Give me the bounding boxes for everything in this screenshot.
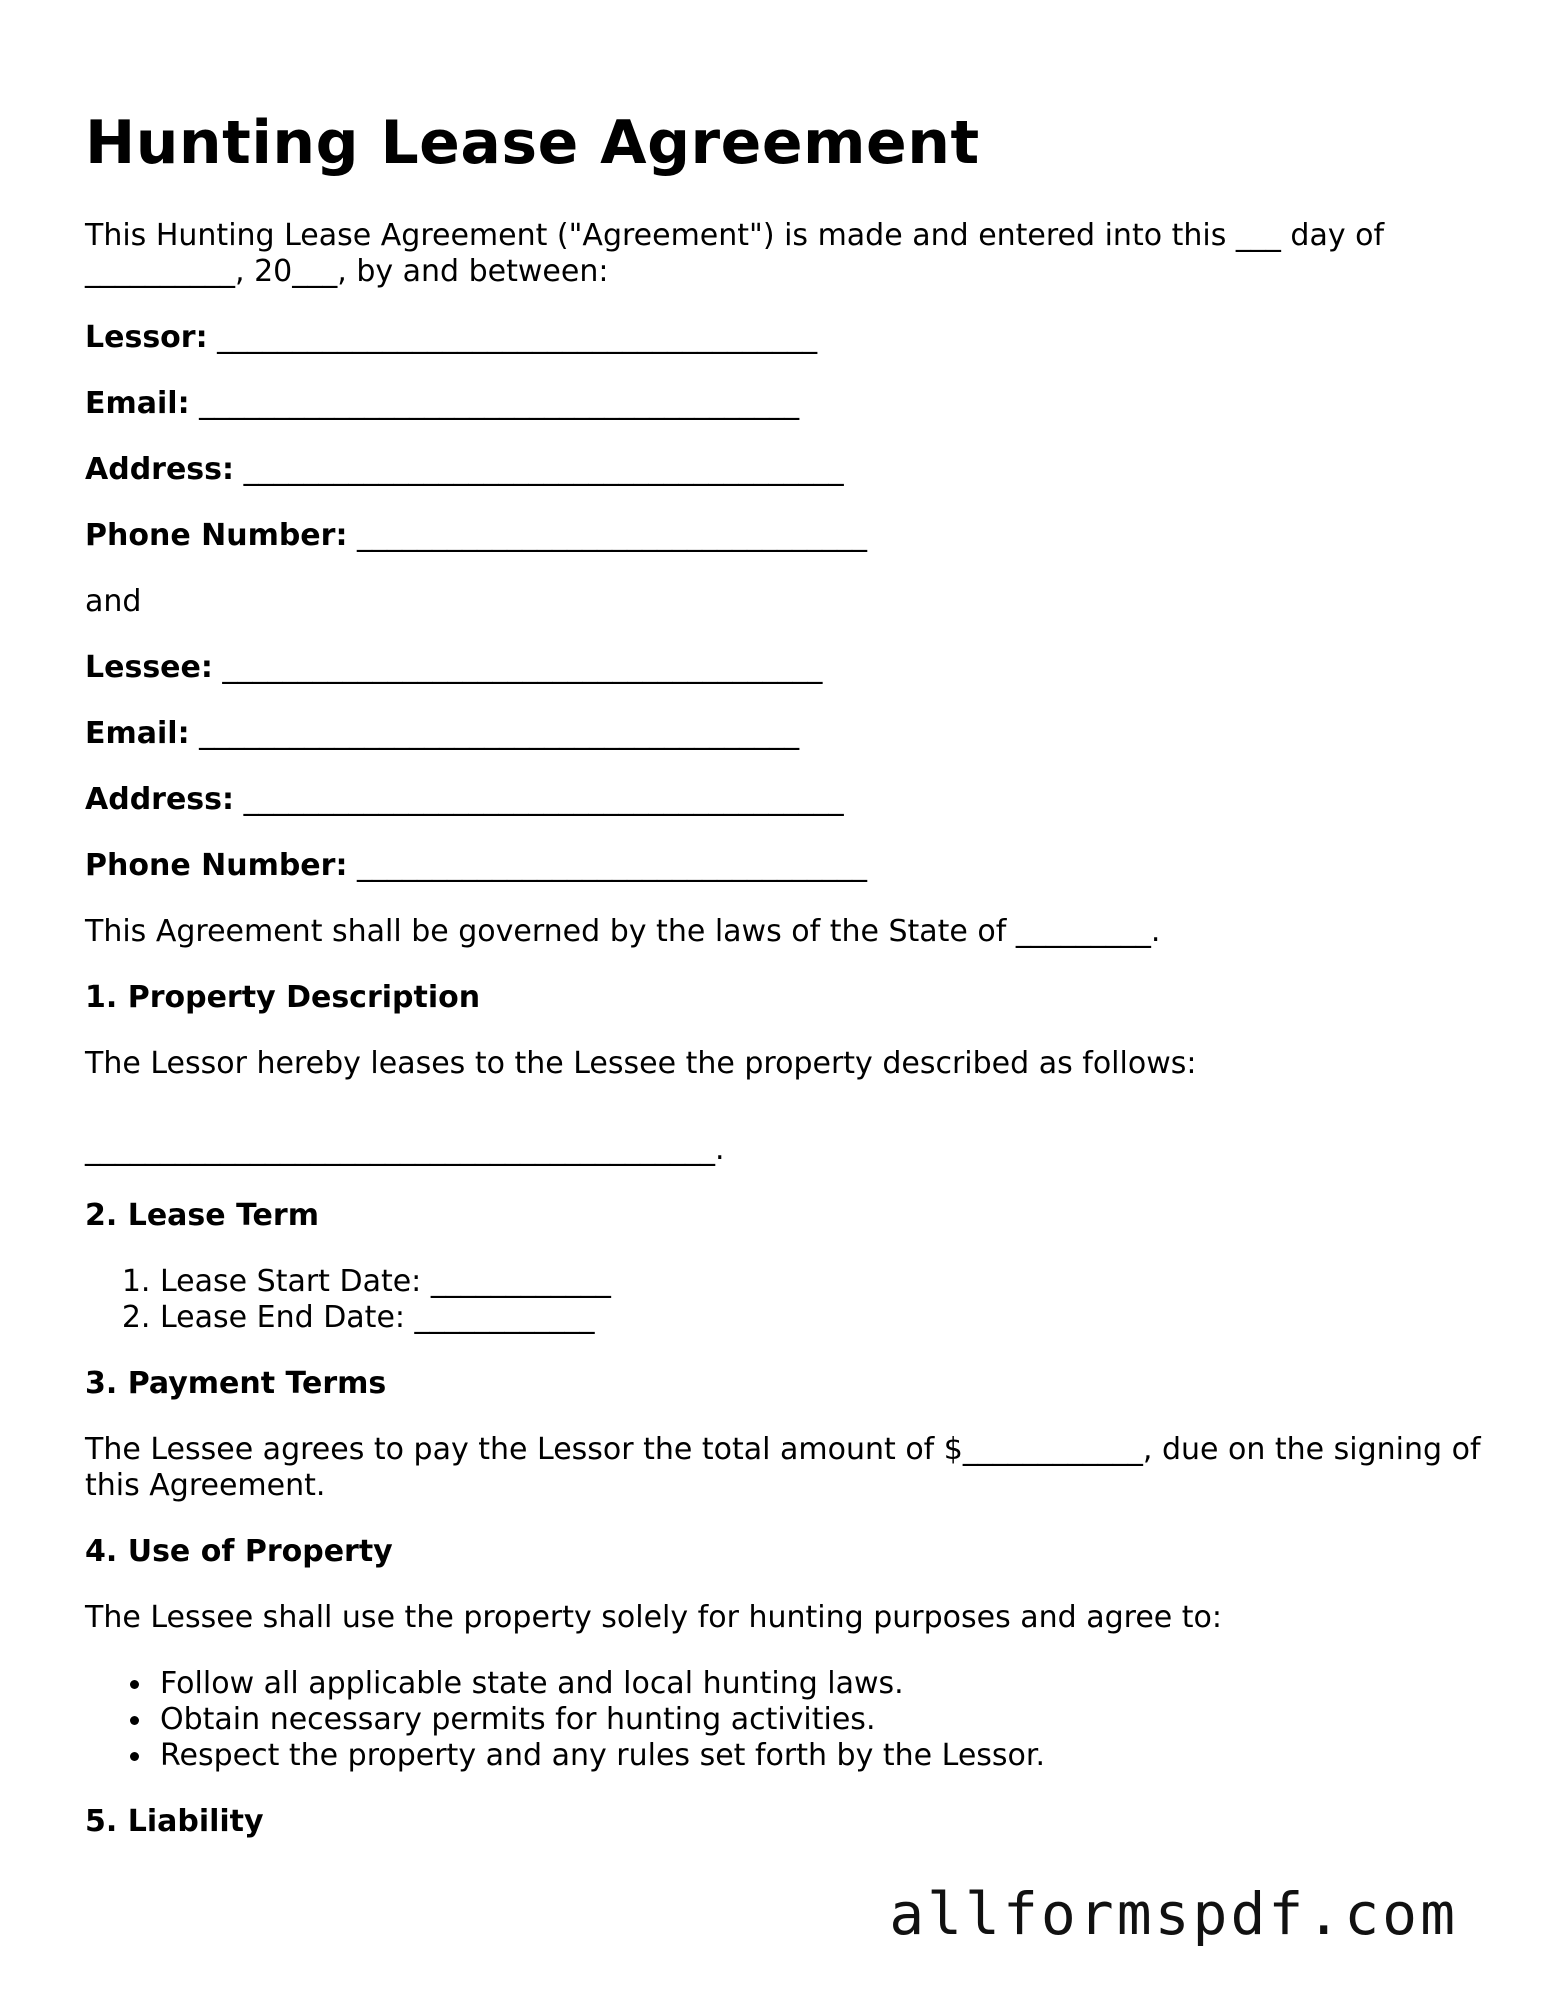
lessor-name-field <box>85 320 1485 356</box>
lessor-email-blank: ________________________________________ <box>199 386 800 421</box>
lessee-name-field <box>85 650 1485 686</box>
lessor-name-label: Lessor: <box>85 320 208 355</box>
watermark-text: allformspdf.com <box>889 1880 1458 1948</box>
section-4-text: The Lessee shall use the property solely for hunting purposes and agree to: <box>85 1600 1222 1635</box>
page-title: Hunting Lease Agreement <box>85 108 980 178</box>
lessor-email-field <box>85 386 1485 422</box>
governing-law-text: This Agreement shall be governed by the laws of the State of _________. <box>85 914 1161 949</box>
lessee-address-field <box>85 782 1485 818</box>
lessee-name-label: Lessee: <box>85 650 213 685</box>
document-page <box>85 108 1485 1840</box>
lessee-address-label: Address: <box>85 782 235 817</box>
section-2-heading: 2. Lease Term <box>85 1198 319 1233</box>
lessee-phone-blank: __________________________________ <box>357 848 867 883</box>
section-3-heading: 3. Payment Terms <box>85 1366 387 1401</box>
lease-end-date-item: 2. Lease End Date: ____________ <box>160 1300 1485 1336</box>
property-description-blank: __________________________________________. <box>85 1132 725 1167</box>
list-item: Follow all applicable state and local hunting laws. <box>160 1666 1485 1702</box>
list-item: Respect the property and any rules set forth by the Lessor. <box>160 1738 1485 1774</box>
lessor-name-blank: ________________________________________ <box>217 320 818 355</box>
lessee-phone-field <box>85 848 1485 884</box>
lessor-phone-label: Phone Number: <box>85 518 348 553</box>
lease-start-date-item: 1. Lease Start Date: ____________ <box>160 1264 1485 1300</box>
lessor-address-blank: ________________________________________ <box>243 452 844 487</box>
lessee-email-blank: ________________________________________ <box>199 716 800 751</box>
intro-paragraph: This Hunting Lease Agreement ("Agreement") is made and entered into this ___ day of __________, 20___, by and between: <box>85 218 1385 289</box>
lessee-email-label: Email: <box>85 716 190 751</box>
list-item: Obtain necessary permits for hunting activities. <box>160 1702 1485 1738</box>
section-1-heading: 1. Property Description <box>85 980 481 1015</box>
section-5-heading: 5. Liability <box>85 1804 264 1839</box>
and-text: and <box>85 584 142 619</box>
lessee-name-blank: ________________________________________ <box>222 650 823 685</box>
lease-term-list <box>85 1264 1485 1336</box>
lessor-phone-field <box>85 518 1485 554</box>
section-1-text: The Lessor hereby leases to the Lessee the property described as follows: <box>85 1046 1197 1081</box>
section-4-heading: 4. Use of Property <box>85 1534 393 1569</box>
lessor-phone-blank: __________________________________ <box>357 518 867 553</box>
lessee-email-field <box>85 716 1485 752</box>
use-of-property-list <box>85 1666 1485 1774</box>
lessee-address-blank: ________________________________________ <box>243 782 844 817</box>
lessor-address-field <box>85 452 1485 488</box>
lessor-email-label: Email: <box>85 386 190 421</box>
section-3-text: The Lessee agrees to pay the Lessor the total amount of $____________, due on the signing of this Agreement. <box>85 1432 1481 1503</box>
lessee-phone-label: Phone Number: <box>85 848 348 883</box>
lessor-address-label: Address: <box>85 452 235 487</box>
